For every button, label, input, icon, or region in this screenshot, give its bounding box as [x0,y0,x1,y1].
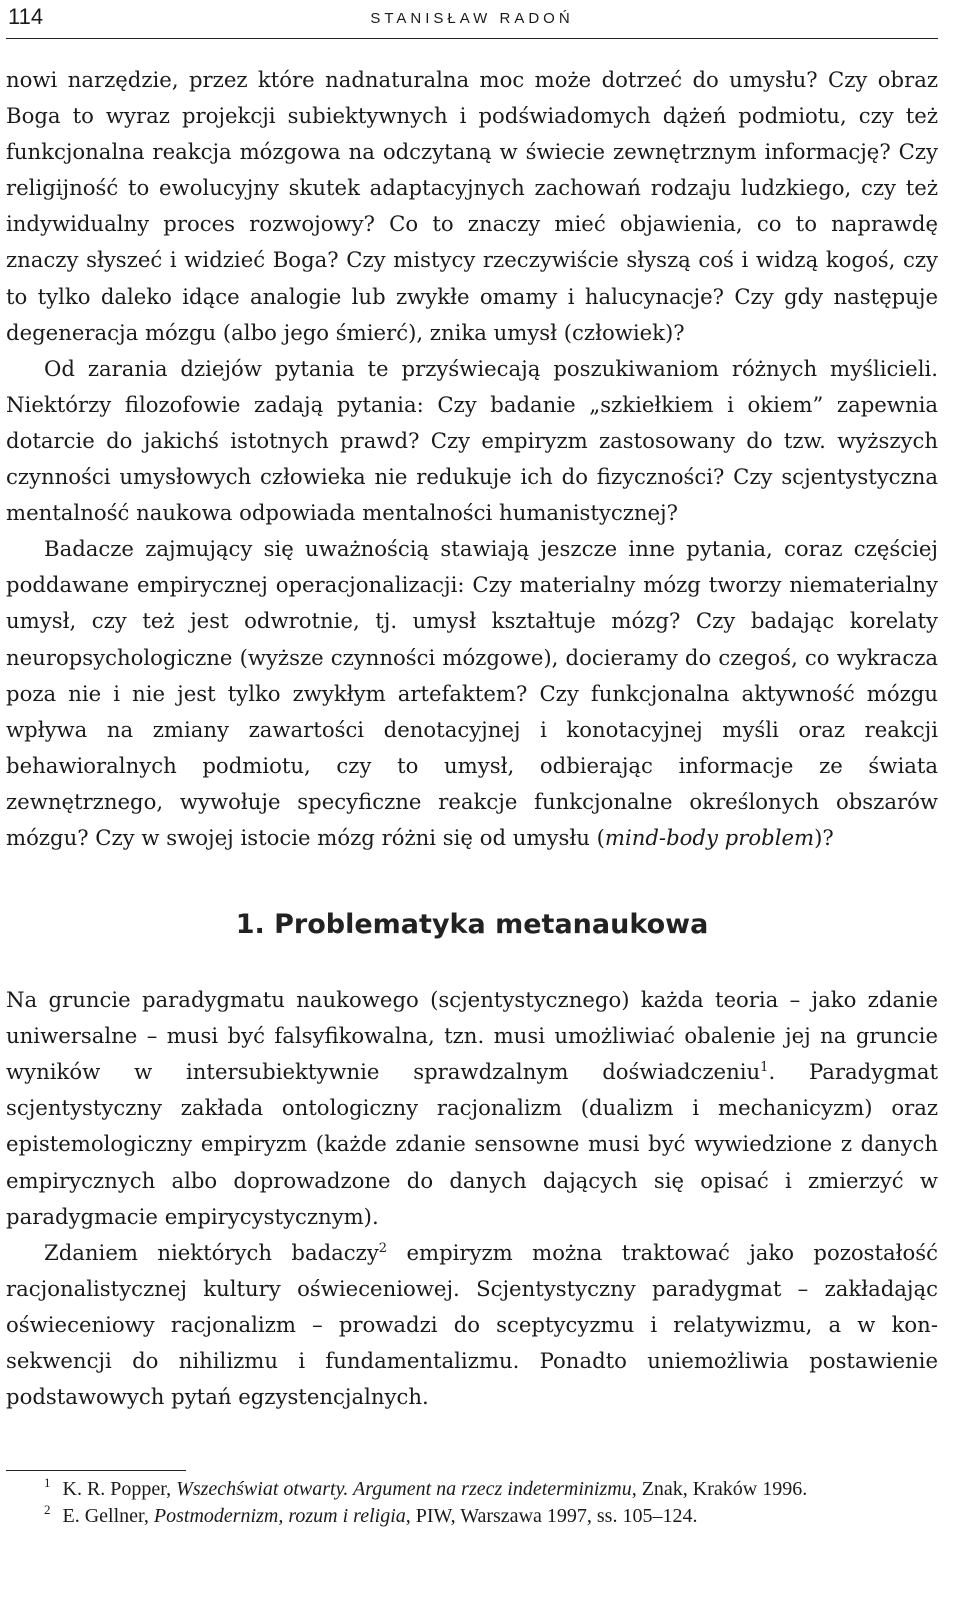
footnote-divider [6,1470,186,1471]
paragraph-5 [6,1235,938,1415]
footnote-2-end: , PIW, Warszawa 1997, ss. 105–124. [405,1505,698,1527]
footnote-2 [6,1503,938,1530]
footnote-1-end: , Znak, Kraków 1996. [631,1478,808,1500]
footnote-2-title: Postmodernizm, rozum i religia [153,1505,406,1527]
paragraph-2-text: Od zarania dziejów pytania te przyświecają poszukiwaniom różnych myślicieli. Niektórzy filozofowie zadają pytania: Czy badanie „szkiełkiem i okiem” zapewnia dotarcie do jakichś istotnych prawd? Czy empiryzm zastosowany do tzw. wyższych czynności umysłowych człowieka nie redukuje ich do fizyczności? Czy scjentystyczna mentalność naukowa odpowiada mentalności humanistycznej? [6,355,938,526]
body-text [6,62,938,1415]
page-number: 114 [8,4,44,29]
paragraph-3-italic: mind-body problem [604,824,815,850]
footnotes [6,1476,938,1530]
paragraph-3-text: Badacze zajmujący się uważnością stawiają jeszcze inne pytania, coraz częściej poddawane empirycznej operacjonalizacji: Czy materialny mózg tworzy niematerialny umysł, czy też jest odwrotnie, tj. umysł kształtuje mózg? Czy badając korelaty neuropsychologiczne (wyższe czynności mózgowe), docieramy do czegoś, co wykracza poza nie i nie jest tylko zwykłym artefaktem? Czy funkcjonalna aktywność mózgu wpływa na zmiany zawartości denotacyjnej i konotacyjnej myśli oraz reakcji behawioralnych podmiotu, czy to umysł, odbierając informacje ze świata zewnętrznego, wywołuje specyficzne reakcje funkcjonalne określonych obszarów mózgu? Czy w swojej istocie mózg różni się od umysłu ( [6,536,938,850]
section-heading: 1. Problematyka metanaukowa [235,909,709,941]
footnote-1-number: 1 [44,1475,51,1491]
footnote-1-title: Wszechświat otwarty. Argument na rzecz indeterminizmu [176,1478,632,1500]
footnote-2-number: 2 [44,1502,51,1518]
paragraph-1-text: nowi narzędzie, przez które nadnaturalna moc może dotrzeć do umysłu? Czy obraz Boga to wyraz projekcji subiektywnych i podświadomych dążeń podmiotu, czy też funkcjonalna reakcja mózgowa na odczytaną w świecie zewnętrznym informację? Czy religijność to ewolucyjny skutek adaptacyjnych zachowań rodzaju ludzkiego, czy też indywidualny proces rozwojowy? Co to znaczy mieć objawienia, co to naprawdę znaczy słyszeć i widzieć Boga? Czy mistycy rzeczywiście słyszą coś i widzą kogoś, czy to tylko daleko idące analogie lub zwykłe omamy i halucynacje? Czy gdy następuje degeneracja mózgu (albo jego śmierć), znika umysł (człowiek)? [6,67,938,345]
footnote-ref-1[interactable]: 1 [760,1060,769,1076]
page-header [6,4,938,39]
paragraph-4-end: . Paradygmat scjentystyczny zakłada ontologiczny racjonalizm (dualizm i mechanicyzm) oraz epistemologiczny empiryzm (każde zdanie sensowne musi być wywiedzione z danych empirycznych albo doprowadzone do danych dających się opisać i zmierzyć w paradygmacie empirycystycznym). [6,1059,939,1229]
paragraph-3 [6,531,938,856]
footnote-1-text: K. R. Popper, [62,1478,177,1500]
paragraph-3-end: )? [814,824,834,850]
footnote-1 [6,1476,938,1503]
running-title: STANISŁAW RADOŃ [370,10,574,27]
paragraph-4 [6,982,938,1235]
paragraph-2 [6,351,938,531]
paragraph-4-text: Na gruncie paradygmatu naukowego (scjentystycznego) każda teoria – jako zdanie uniwersalne – musi być falsyfikowalna, tzn. musi umożliwiać obalenie jej na gruncie wyników w intersubiektywnie sprawdzalnym doświadczeniu [6,987,938,1085]
footnote-2-text: E. Gellner, [62,1505,154,1527]
paragraph-5-text: Zdaniem niektórych badaczy [44,1239,379,1265]
footnote-ref-2[interactable]: 2 [378,1240,388,1256]
paragraph-5-end: empiryzm można traktować jako pozostałość racjonalistycznej kultury oświeceniowej. Scjentystyczny paradygmat – zakładając oświeceniowy racjonalizm – prowadzi do sceptycyzmu i relatywizmu, a w konsekwencji do nihilizmu i fundamentalizmu. Ponadto uniemożliwia postawienie podstawowych pytań egzystencjalnych. [6,1239,938,1410]
paragraph-1 [6,62,938,351]
